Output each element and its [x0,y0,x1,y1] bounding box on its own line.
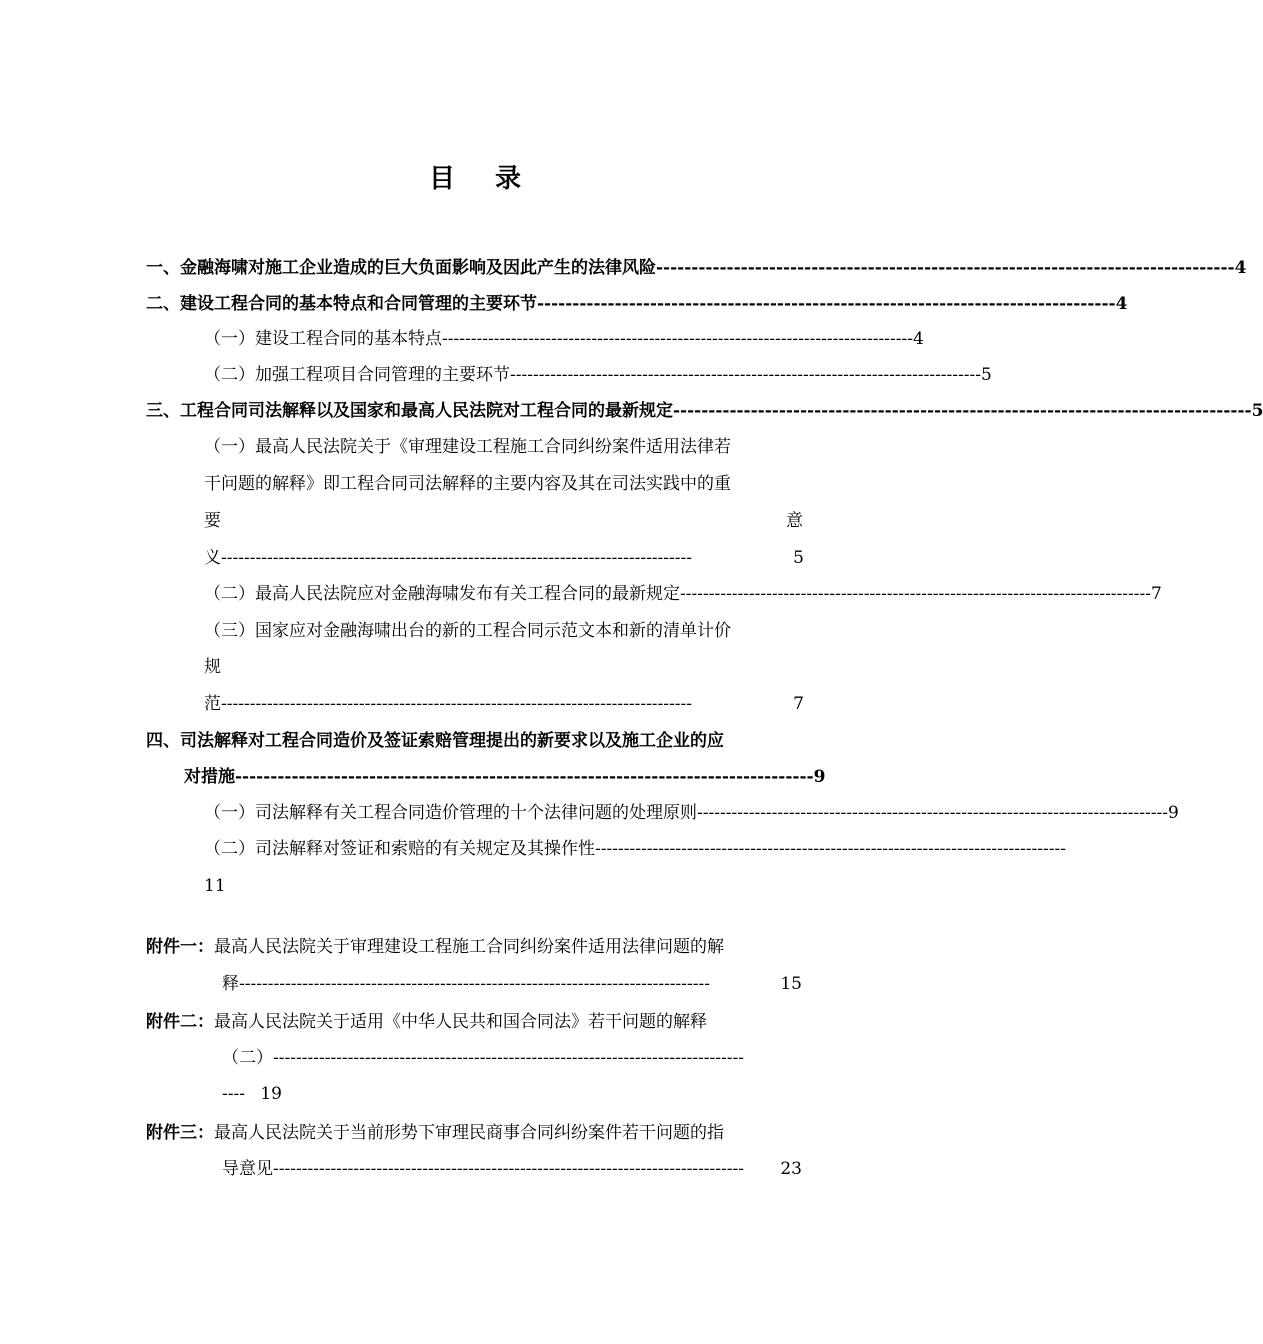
leader-dashes: ---------------------------------------------------------------------------------- [221,694,693,714]
attachment-label: 附件二： [146,1012,214,1032]
page-number: 15 [780,974,802,994]
leader-dashes: ---------------------------------------------------------------------------------- [537,294,1116,314]
page-number: 9 [1168,803,1179,823]
toc-entry-text: （一）司法解释有关工程合同造价管理的十个法律问题的处理原则 [204,803,697,823]
toc-entry-text: 三、工程合同司法解释以及国家和最高人民法院对工程合同的最新规定 [146,401,673,421]
toc-entry-text: 对措施 [184,767,235,787]
attachment-1-line-2 [222,972,802,996]
leader-dashes: ---- [222,1084,245,1104]
page-number: 4 [913,329,924,349]
attachment-text: 最高人民法院关于适用《中华人民共和国合同法》若干问题的解释 [214,1012,707,1032]
toc-entry-2[interactable] [146,292,1128,316]
toc-entry-5[interactable] [146,399,1263,423]
leader-dashes: ---------------------------------------------------------------------------------- [221,548,693,568]
leader-dashes: ---------------------------------------------------------------------------------- [656,258,1235,278]
leader-dashes: ---------------------------------------------------------------------------------- [442,329,914,349]
leader-dashes: ---------------------------------------------------------------------------------- [697,803,1169,823]
attachment-3-line-1[interactable] [146,1121,806,1145]
leader-dashes: ---------------------------------------------------------------------------------- [273,1159,745,1179]
toc-entry-1[interactable] [146,256,1247,280]
leader-dashes: ---------------------------------------------------------------------------------- [273,1048,745,1068]
attachment-label: 附件三： [146,1123,214,1143]
toc-entry-text: 一、金融海啸对施工企业造成的巨大负面影响及因此产生的法律风险 [146,258,656,278]
toc-entry-text: （二）加强工程项目合同管理的主要环节 [204,365,510,385]
page-number: 23 [780,1159,802,1179]
page-number: 19 [260,1084,282,1104]
toc-entry-9-line-1[interactable]: 四、司法解释对工程合同造价及签证索赔管理提出的新要求以及施工企业的应 [146,731,724,751]
toc-entry-8-line-2: 规 [204,657,221,677]
leader-dashes: ---------------------------------------------------------------------------------- [595,839,1067,859]
title-char-1: 目 [428,164,455,194]
page-number: 5 [1251,401,1263,421]
page-number: 9 [813,767,826,787]
toc-entry-11[interactable] [204,837,1067,861]
toc-title [0,158,950,195]
page-number: 5 [981,365,992,385]
page-number: 7 [1151,584,1162,604]
attachment-2-line-3 [222,1082,282,1106]
toc-entry-9-line-2 [184,765,826,789]
title-char-2: 录 [495,164,522,194]
toc-entry-6-line-3a: 要 [204,511,221,531]
page-number: 7 [793,694,804,714]
toc-entry-6-line-4 [204,546,804,570]
attachment-1-line-1[interactable] [146,935,806,959]
attachment-2-line-2 [222,1046,804,1070]
page-number: 4 [1115,294,1128,314]
page-number: 11 [204,876,226,896]
attachment-3-line-2 [222,1157,802,1181]
toc-entry-10[interactable] [204,801,1179,825]
attachment-2-line-1[interactable] [146,1010,806,1034]
attachment-text-cont: 导意见 [222,1159,273,1179]
attachment-text: 最高人民法院关于当前形势下审理民商事合同纠纷案件若干问题的指 [214,1123,724,1143]
toc-entry-text: 二、建设工程合同的基本特点和合同管理的主要环节 [146,294,537,314]
attachment-text: 最高人民法院关于审理建设工程施工合同纠纷案件适用法律问题的解 [214,937,724,957]
toc-entry-6-line-1[interactable]: （一）最高人民法院关于《审理建设工程施工合同纠纷案件适用法律若 [204,437,731,457]
leader-dashes: ---------------------------------------------------------------------------------- [235,767,814,787]
toc-entry-text: 义 [204,548,221,568]
toc-entry-3[interactable] [204,327,924,351]
toc-entry-text: （一）建设工程合同的基本特点 [204,329,442,349]
toc-entry-text: （二）最高人民法院应对金融海啸发布有关工程合同的最新规定 [204,584,680,604]
attachment-text-cont: 释 [222,974,239,994]
toc-entry-6-line-3b: 意 [786,511,803,531]
page-number: 5 [793,548,804,568]
toc-entry-8-line-3 [204,692,804,716]
toc-entry-7[interactable] [204,582,1162,606]
toc-entry-text: 范 [204,694,221,714]
toc-entry-4[interactable] [204,363,992,387]
attachment-text-cont: （二） [222,1048,273,1068]
leader-dashes: ---------------------------------------------------------------------------------- [673,401,1252,421]
toc-entry-8-line-1[interactable]: （三）国家应对金融海啸出台的新的工程合同示范文本和新的清单计价 [204,621,731,641]
leader-dashes: ---------------------------------------------------------------------------------- [510,365,982,385]
leader-dashes: ---------------------------------------------------------------------------------- [680,584,1152,604]
toc-entry-6-line-2: 干问题的解释》即工程合同司法解释的主要内容及其在司法实践中的重 [204,474,731,494]
attachment-label: 附件一： [146,937,214,957]
leader-dashes: ---------------------------------------------------------------------------------- [239,974,711,994]
page-number: 4 [1234,258,1247,278]
toc-entry-text: （二）司法解释对签证和索赔的有关规定及其操作性 [204,839,595,859]
